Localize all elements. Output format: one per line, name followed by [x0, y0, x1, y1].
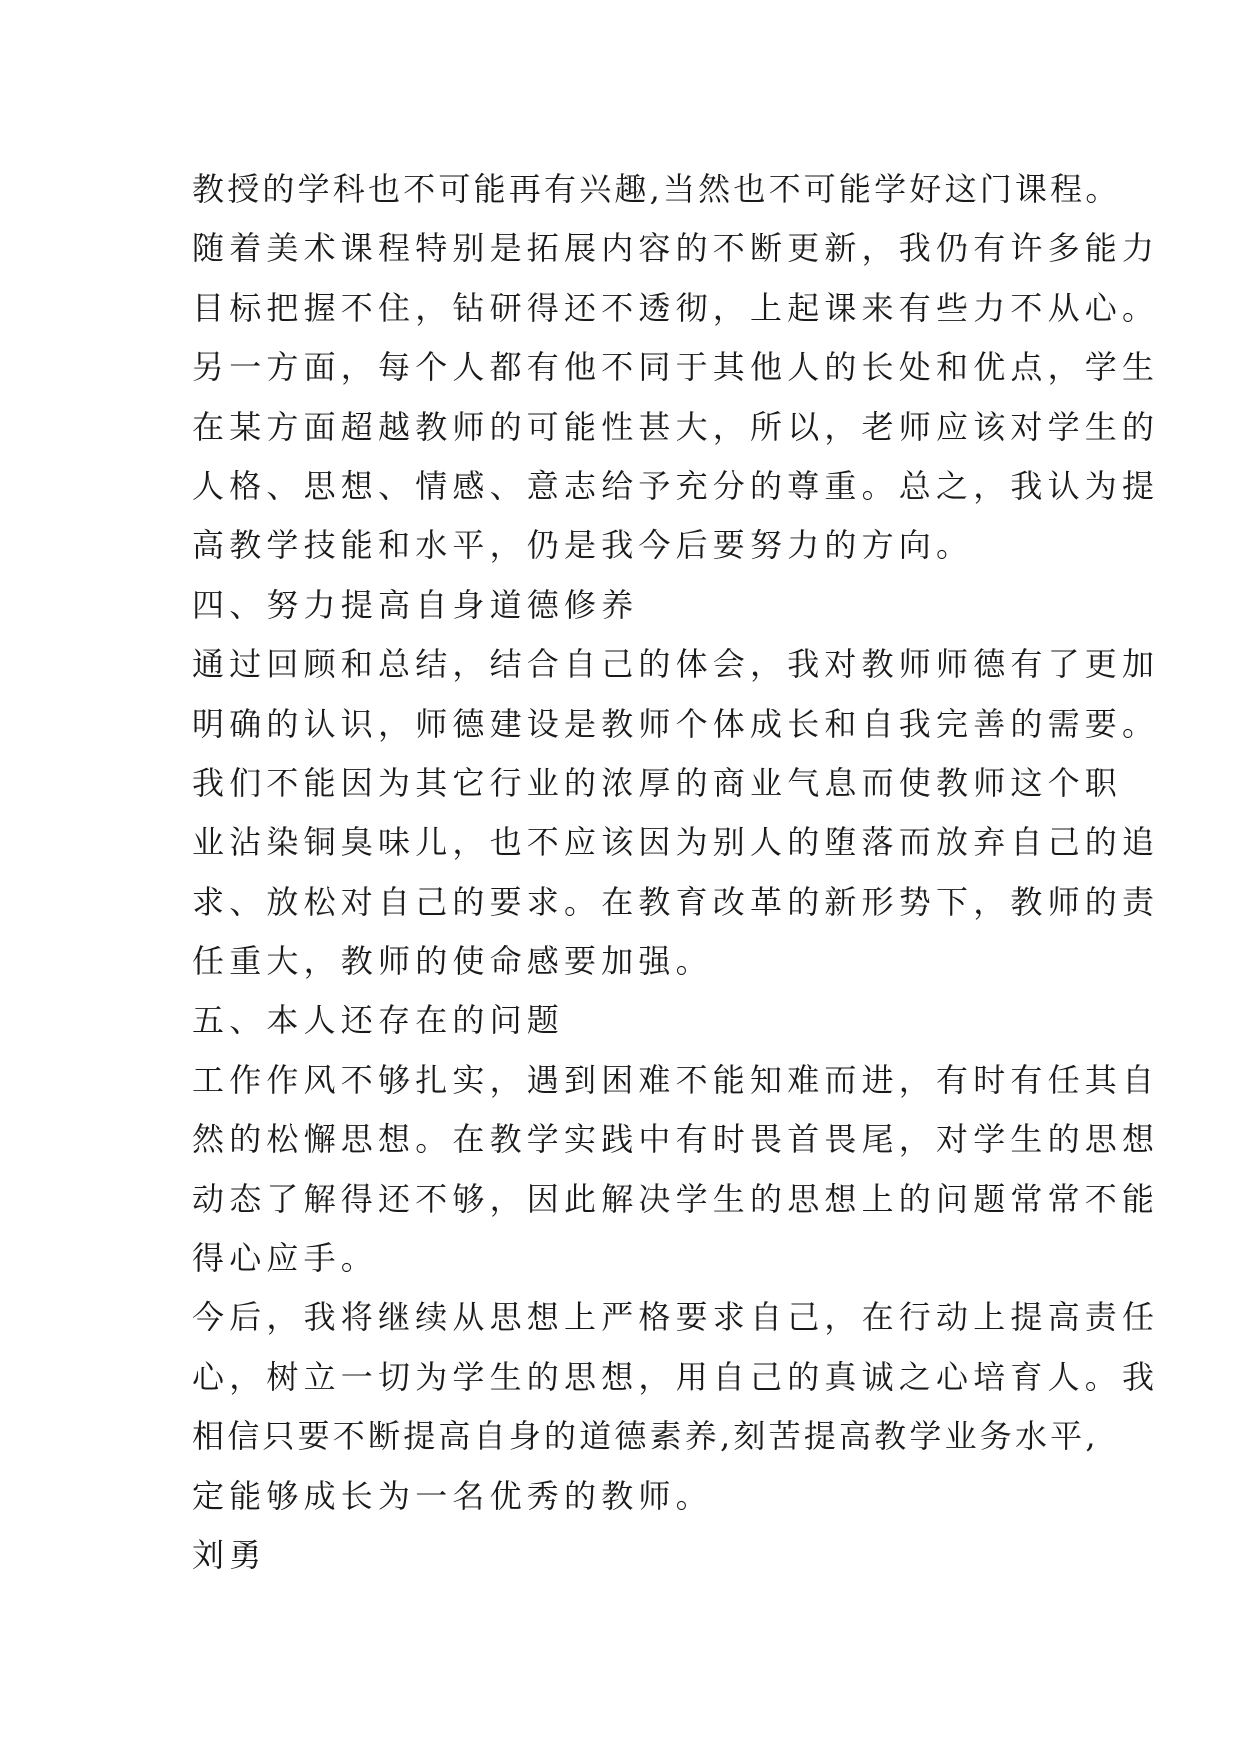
text-line: 另一方面，每个人都有他不同于其他人的长处和优点，学生: [192, 348, 1160, 387]
text-line: 在某方面超越教师的可能性甚大，所以，老师应该对学生的: [192, 407, 1160, 446]
text-line: 目标把握不住，钻研得还不透彻，上起课来有些力不从心。: [192, 288, 1160, 327]
section-heading: 四、努力提高自身道德修养: [192, 585, 639, 624]
text-line: 今后，我将继续从思想上严格要求自己，在行动上提高责任: [192, 1298, 1160, 1337]
text-line: 心，树立一切为学生的思想，用自己的真诚之心培育人。我: [192, 1357, 1160, 1396]
text-line: 教授的学科也不可能再有兴趣,当然也不可能学好这门课程。: [192, 170, 1121, 208]
text-line: 高教学技能和水平，仍是我今后要努力的方向。: [192, 526, 974, 565]
text-line: 得心应手。: [192, 1239, 379, 1278]
text-line: 然的松懈思想。在教学实践中有时畏首畏尾，对学生的思想: [192, 1120, 1160, 1159]
signature-name: 刘勇: [192, 1535, 267, 1574]
document-body: [192, 160, 1160, 1585]
text-line: 任重大，教师的使命感要加强。: [192, 942, 713, 981]
text-line: 工作作风不够扎实，遇到困难不能知难而进，有时有任其自: [192, 1060, 1160, 1099]
text-line: 通过回顾和总结，结合自己的体会，我对教师师德有了更加: [192, 645, 1160, 684]
section-heading: 五、本人还存在的问题: [192, 1001, 565, 1040]
text-line: 随着美术课程特别是拓展内容的不断更新，我仍有许多能力: [192, 229, 1160, 268]
text-line: 我们不能因为其它行业的浓厚的商业气息而使教师这个职: [192, 763, 1123, 802]
text-line: 动态了解得还不够，因此解决学生的思想上的问题常常不能: [192, 1179, 1160, 1218]
text-line: 明确的认识，师德建设是教师个体成长和自我完善的需要。: [192, 704, 1160, 743]
text-line: 定能够成长为一名优秀的教师。: [192, 1476, 713, 1515]
text-line: 人格、思想、情感、意志给予充分的尊重。总之，我认为提: [192, 466, 1160, 505]
text-line: 业沾染铜臭味儿，也不应该因为别人的堕落而放弃自己的追: [192, 823, 1160, 862]
text-line: 相信只要不断提高自身的道德素养,刻苦提高教学业务水平,: [192, 1417, 1099, 1456]
text-line: 求、放松对自己的要求。在教育改革的新形势下，教师的责: [192, 882, 1160, 921]
